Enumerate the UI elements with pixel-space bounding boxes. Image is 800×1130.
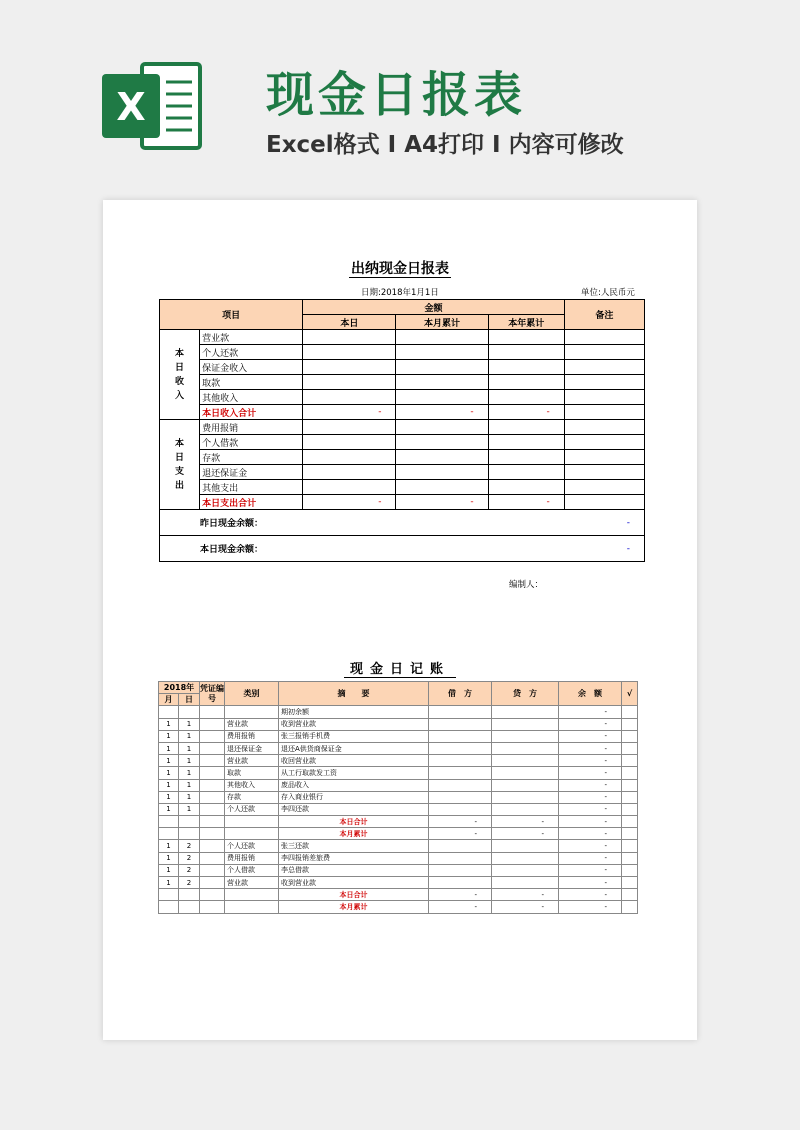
header-item: 项目 <box>160 300 303 330</box>
ledger-type-cell[interactable]: 费用报销 <box>225 730 279 742</box>
ledger-type-cell[interactable]: 个人还款 <box>225 840 279 852</box>
ledger-credit-cell[interactable] <box>492 877 559 889</box>
ledger-debit-cell[interactable]: - <box>429 889 492 901</box>
ledger-header-check: √ <box>622 682 638 706</box>
ledger-balance-cell[interactable]: - <box>559 877 622 889</box>
ledger-check-cell[interactable] <box>622 816 638 828</box>
ledger-row <box>159 706 638 718</box>
ledger-day-cell[interactable]: 1 <box>179 767 200 779</box>
ledger-summary-cell[interactable]: 期初余额 <box>279 706 429 718</box>
ledger-credit-cell[interactable]: - <box>492 901 559 913</box>
ledger-header-day: 日 <box>179 694 200 706</box>
ledger-debit-cell[interactable] <box>429 730 492 742</box>
ledger-summary-cell[interactable]: 李四还款 <box>279 803 429 815</box>
ledger-day-cell[interactable]: 2 <box>179 864 200 876</box>
ledger-voucher-cell[interactable] <box>200 889 225 901</box>
ledger-balance-cell[interactable]: - <box>559 779 622 791</box>
ledger-debit-cell[interactable]: - <box>429 816 492 828</box>
document-page <box>103 200 697 1040</box>
ledger-debit-cell[interactable] <box>429 864 492 876</box>
ledger-voucher-cell[interactable] <box>200 840 225 852</box>
ledger-summary-cell[interactable]: 收回营业款 <box>279 755 429 767</box>
page-subtitle: Excel格式 Ⅰ A4打印 Ⅰ 内容可修改 <box>266 132 624 158</box>
ledger-voucher-cell[interactable] <box>200 828 225 840</box>
header-month: 本月累计 <box>396 315 488 330</box>
ledger-total-row <box>159 828 638 840</box>
ledger-check-cell[interactable] <box>622 718 638 730</box>
income-total-year: - <box>488 405 564 420</box>
ledger-header-debit: 借 方 <box>429 682 492 706</box>
income-category: 本日收入 <box>160 330 200 420</box>
ledger-summary-cell[interactable]: 李总借款 <box>279 864 429 876</box>
income-total-today: - <box>303 405 396 420</box>
ledger-credit-cell[interactable] <box>492 864 559 876</box>
ledger-voucher-cell[interactable] <box>200 706 225 718</box>
ledger-check-cell[interactable] <box>622 730 638 742</box>
ledger-row <box>159 755 638 767</box>
ledger-balance-cell[interactable]: - <box>559 816 622 828</box>
income-item[interactable]: 个人还款 <box>200 345 303 360</box>
prev-balance-label: 昨日现金余额： <box>160 510 565 536</box>
ledger-type-cell[interactable]: 取款 <box>225 767 279 779</box>
curr-balance-value: - <box>564 536 644 562</box>
ledger-day-cell[interactable]: 1 <box>179 742 200 754</box>
ledger-type-cell[interactable] <box>225 706 279 718</box>
ledger-month-cell[interactable] <box>159 889 179 901</box>
ledger-type-cell[interactable]: 营业款 <box>225 877 279 889</box>
ledger-month-cell[interactable] <box>159 901 179 913</box>
ledger-rows <box>159 706 638 913</box>
ledger-check-cell[interactable] <box>622 852 638 864</box>
ledger-summary-cell[interactable]: 本月累计 <box>279 901 429 913</box>
ledger-type-cell[interactable] <box>225 816 279 828</box>
ledger-check-cell[interactable] <box>622 767 638 779</box>
ledger-type-cell[interactable]: 营业款 <box>225 718 279 730</box>
ledger-voucher-cell[interactable] <box>200 730 225 742</box>
ledger-credit-cell[interactable] <box>492 840 559 852</box>
cash-ledger-table <box>158 681 638 914</box>
ledger-day-cell[interactable]: 1 <box>179 755 200 767</box>
ledger-balance-cell[interactable]: - <box>559 706 622 718</box>
ledger-header-type: 类别 <box>225 682 279 706</box>
ledger-header-year: 2018年 <box>159 682 200 694</box>
income-item[interactable]: 其他收入 <box>200 390 303 405</box>
ledger-check-cell[interactable] <box>622 742 638 754</box>
ledger-month-cell[interactable]: 1 <box>159 718 179 730</box>
ledger-type-cell[interactable]: 费用报销 <box>225 852 279 864</box>
ledger-day-cell[interactable] <box>179 816 200 828</box>
ledger-month-cell[interactable] <box>159 828 179 840</box>
ledger-voucher-cell[interactable] <box>200 742 225 754</box>
ledger-balance-cell[interactable]: - <box>559 840 622 852</box>
expense-item[interactable]: 个人借款 <box>200 435 303 450</box>
ledger-row <box>159 730 638 742</box>
page-header <box>0 0 800 200</box>
ledger-balance-cell[interactable]: - <box>559 828 622 840</box>
header-today: 本日 <box>303 315 396 330</box>
ledger-balance-cell[interactable]: - <box>559 755 622 767</box>
ledger-debit-cell[interactable]: - <box>429 828 492 840</box>
ledger-type-cell[interactable]: 退还保证金 <box>225 742 279 754</box>
ledger-balance-cell[interactable]: - <box>559 742 622 754</box>
ledger-summary-cell[interactable]: 从工行取款发工资 <box>279 767 429 779</box>
ledger-check-cell[interactable] <box>622 779 638 791</box>
ledger-credit-cell[interactable] <box>492 718 559 730</box>
ledger-check-cell[interactable] <box>622 755 638 767</box>
ledger-check-cell[interactable] <box>622 803 638 815</box>
ledger-month-cell[interactable]: 1 <box>159 779 179 791</box>
ledger-credit-cell[interactable] <box>492 852 559 864</box>
ledger-month-cell[interactable]: 1 <box>159 864 179 876</box>
ledger-summary-cell[interactable]: 本月累计 <box>279 828 429 840</box>
ledger-row <box>159 767 638 779</box>
ledger-month-cell[interactable] <box>159 816 179 828</box>
ledger-voucher-cell[interactable] <box>200 755 225 767</box>
ledger-balance-cell[interactable]: - <box>559 803 622 815</box>
report-maker: 编制人： <box>509 580 544 590</box>
header-amount: 金额 <box>303 300 565 315</box>
ledger-check-cell[interactable] <box>622 901 638 913</box>
ledger-balance-cell[interactable]: - <box>559 889 622 901</box>
ledger-credit-cell[interactable]: - <box>492 889 559 901</box>
ledger-month-cell[interactable] <box>159 706 179 718</box>
ledger-credit-cell[interactable] <box>492 742 559 754</box>
ledger-balance-cell[interactable]: - <box>559 864 622 876</box>
ledger-voucher-cell[interactable] <box>200 779 225 791</box>
ledger-title: 现金日记账 <box>103 658 697 677</box>
ledger-summary-cell[interactable]: 收到营业款 <box>279 877 429 889</box>
expense-total-label: 本日支出合计 <box>200 495 303 510</box>
ledger-type-cell[interactable] <box>225 901 279 913</box>
ledger-check-cell[interactable] <box>622 828 638 840</box>
ledger-type-cell[interactable] <box>225 828 279 840</box>
logo-letter: X <box>116 85 146 129</box>
ledger-voucher-cell[interactable] <box>200 852 225 864</box>
header-year: 本年累计 <box>488 315 564 330</box>
ledger-balance-cell[interactable]: - <box>559 730 622 742</box>
ledger-voucher-cell[interactable] <box>200 718 225 730</box>
expense-item[interactable]: 存款 <box>200 450 303 465</box>
ledger-voucher-cell[interactable] <box>200 803 225 815</box>
ledger-summary-cell[interactable]: 本日合计 <box>279 816 429 828</box>
ledger-total-row <box>159 816 638 828</box>
ledger-day-cell[interactable]: 2 <box>179 852 200 864</box>
ledger-day-cell[interactable]: 2 <box>179 877 200 889</box>
ledger-debit-cell[interactable] <box>429 852 492 864</box>
ledger-total-row <box>159 901 638 913</box>
ledger-debit-cell[interactable] <box>429 706 492 718</box>
ledger-balance-cell[interactable]: - <box>559 852 622 864</box>
ledger-row <box>159 791 638 803</box>
ledger-summary-cell[interactable]: 存入商业银行 <box>279 791 429 803</box>
expense-item[interactable]: 其他支出 <box>200 480 303 495</box>
ledger-balance-cell[interactable]: - <box>559 767 622 779</box>
report-date: 日期:2018年1月1日 <box>361 288 439 298</box>
income-item[interactable]: 取款 <box>200 375 303 390</box>
ledger-month-cell[interactable]: 1 <box>159 840 179 852</box>
ledger-month-cell[interactable]: 1 <box>159 791 179 803</box>
ledger-credit-cell[interactable] <box>492 779 559 791</box>
expense-item[interactable]: 退还保证金 <box>200 465 303 480</box>
ledger-voucher-cell[interactable] <box>200 767 225 779</box>
ledger-total-row <box>159 889 638 901</box>
ledger-type-cell[interactable]: 营业款 <box>225 755 279 767</box>
ledger-type-cell[interactable]: 个人还款 <box>225 803 279 815</box>
ledger-debit-cell[interactable] <box>429 755 492 767</box>
ledger-debit-cell[interactable] <box>429 718 492 730</box>
header-note: 备注 <box>564 300 644 330</box>
ledger-row <box>159 840 638 852</box>
ledger-summary-cell[interactable]: 李四报销差旅费 <box>279 852 429 864</box>
ledger-row <box>159 864 638 876</box>
ledger-row <box>159 877 638 889</box>
ledger-month-cell[interactable]: 1 <box>159 730 179 742</box>
page-title: 现金日报表 <box>266 67 527 123</box>
ledger-debit-cell[interactable] <box>429 767 492 779</box>
ledger-day-cell[interactable]: 1 <box>179 730 200 742</box>
income-item[interactable]: 保证金收入 <box>200 360 303 375</box>
ledger-check-cell[interactable] <box>622 706 638 718</box>
ledger-header-credit: 贷 方 <box>492 682 559 706</box>
ledger-balance-cell[interactable]: - <box>559 718 622 730</box>
income-item[interactable]: 营业款 <box>200 330 303 345</box>
ledger-row <box>159 803 638 815</box>
ledger-day-cell[interactable]: 2 <box>179 840 200 852</box>
ledger-debit-cell[interactable] <box>429 877 492 889</box>
ledger-credit-cell[interactable] <box>492 755 559 767</box>
ledger-type-cell[interactable]: 个人借款 <box>225 864 279 876</box>
ledger-summary-cell[interactable]: 本日合计 <box>279 889 429 901</box>
ledger-debit-cell[interactable] <box>429 742 492 754</box>
ledger-balance-cell[interactable]: - <box>559 901 622 913</box>
ledger-check-cell[interactable] <box>622 791 638 803</box>
ledger-day-cell[interactable] <box>179 828 200 840</box>
ledger-header-summary: 摘 要 <box>279 682 429 706</box>
ledger-day-cell[interactable]: 1 <box>179 803 200 815</box>
ledger-header-month: 月 <box>159 694 179 706</box>
ledger-summary-cell[interactable]: 张三报销手机费 <box>279 730 429 742</box>
ledger-day-cell[interactable]: 1 <box>179 791 200 803</box>
ledger-check-cell[interactable] <box>622 840 638 852</box>
ledger-credit-cell[interactable]: - <box>492 816 559 828</box>
ledger-check-cell[interactable] <box>622 877 638 889</box>
ledger-credit-cell[interactable]: - <box>492 828 559 840</box>
ledger-day-cell[interactable] <box>179 901 200 913</box>
expense-category: 本日支出 <box>160 420 200 510</box>
ledger-voucher-cell[interactable] <box>200 791 225 803</box>
expense-total-month: - <box>396 495 488 510</box>
excel-icon <box>100 58 204 154</box>
report-unit: 单位:人民币元 <box>581 288 635 298</box>
ledger-month-cell[interactable]: 1 <box>159 767 179 779</box>
ledger-voucher-cell[interactable] <box>200 816 225 828</box>
ledger-row <box>159 852 638 864</box>
ledger-row <box>159 742 638 754</box>
ledger-debit-cell[interactable] <box>429 779 492 791</box>
ledger-summary-cell[interactable]: 废品收入 <box>279 779 429 791</box>
income-total-month: - <box>396 405 488 420</box>
expense-total-today: - <box>303 495 396 510</box>
ledger-day-cell[interactable] <box>179 706 200 718</box>
ledger-month-cell[interactable]: 1 <box>159 755 179 767</box>
ledger-day-cell[interactable]: 1 <box>179 718 200 730</box>
ledger-debit-cell[interactable] <box>429 803 492 815</box>
prev-balance-value: - <box>564 510 644 536</box>
ledger-month-cell[interactable]: 1 <box>159 852 179 864</box>
ledger-check-cell[interactable] <box>622 889 638 901</box>
ledger-voucher-cell[interactable] <box>200 864 225 876</box>
ledger-type-cell[interactable] <box>225 889 279 901</box>
daily-report-table <box>159 299 645 562</box>
ledger-day-cell[interactable] <box>179 889 200 901</box>
ledger-header-voucher: 凭证编号 <box>200 682 225 706</box>
expense-item[interactable]: 费用报销 <box>200 420 303 435</box>
ledger-day-cell[interactable]: 1 <box>179 779 200 791</box>
report-title: 出纳现金日报表 <box>351 261 449 277</box>
ledger-header-balance: 余 额 <box>559 682 622 706</box>
ledger-summary-cell[interactable]: 退还A供货商保证金 <box>279 742 429 754</box>
ledger-credit-cell[interactable] <box>492 803 559 815</box>
ledger-credit-cell[interactable] <box>492 706 559 718</box>
curr-balance-label: 本日现金余额： <box>160 536 565 562</box>
ledger-voucher-cell[interactable] <box>200 877 225 889</box>
ledger-debit-cell[interactable]: - <box>429 901 492 913</box>
ledger-month-cell[interactable]: 1 <box>159 803 179 815</box>
ledger-balance-cell[interactable]: - <box>559 791 622 803</box>
expense-total-year: - <box>488 495 564 510</box>
ledger-credit-cell[interactable] <box>492 730 559 742</box>
ledger-summary-cell[interactable]: 收到营业款 <box>279 718 429 730</box>
ledger-type-cell[interactable]: 其他收入 <box>225 779 279 791</box>
ledger-debit-cell[interactable] <box>429 791 492 803</box>
ledger-row <box>159 718 638 730</box>
income-total-label: 本日收入合计 <box>200 405 303 420</box>
ledger-credit-cell[interactable] <box>492 767 559 779</box>
ledger-debit-cell[interactable] <box>429 840 492 852</box>
ledger-type-cell[interactable]: 存款 <box>225 791 279 803</box>
ledger-voucher-cell[interactable] <box>200 901 225 913</box>
ledger-credit-cell[interactable] <box>492 791 559 803</box>
ledger-row <box>159 779 638 791</box>
ledger-month-cell[interactable]: 1 <box>159 742 179 754</box>
ledger-summary-cell[interactable]: 张三还款 <box>279 840 429 852</box>
ledger-check-cell[interactable] <box>622 864 638 876</box>
ledger-month-cell[interactable]: 1 <box>159 877 179 889</box>
